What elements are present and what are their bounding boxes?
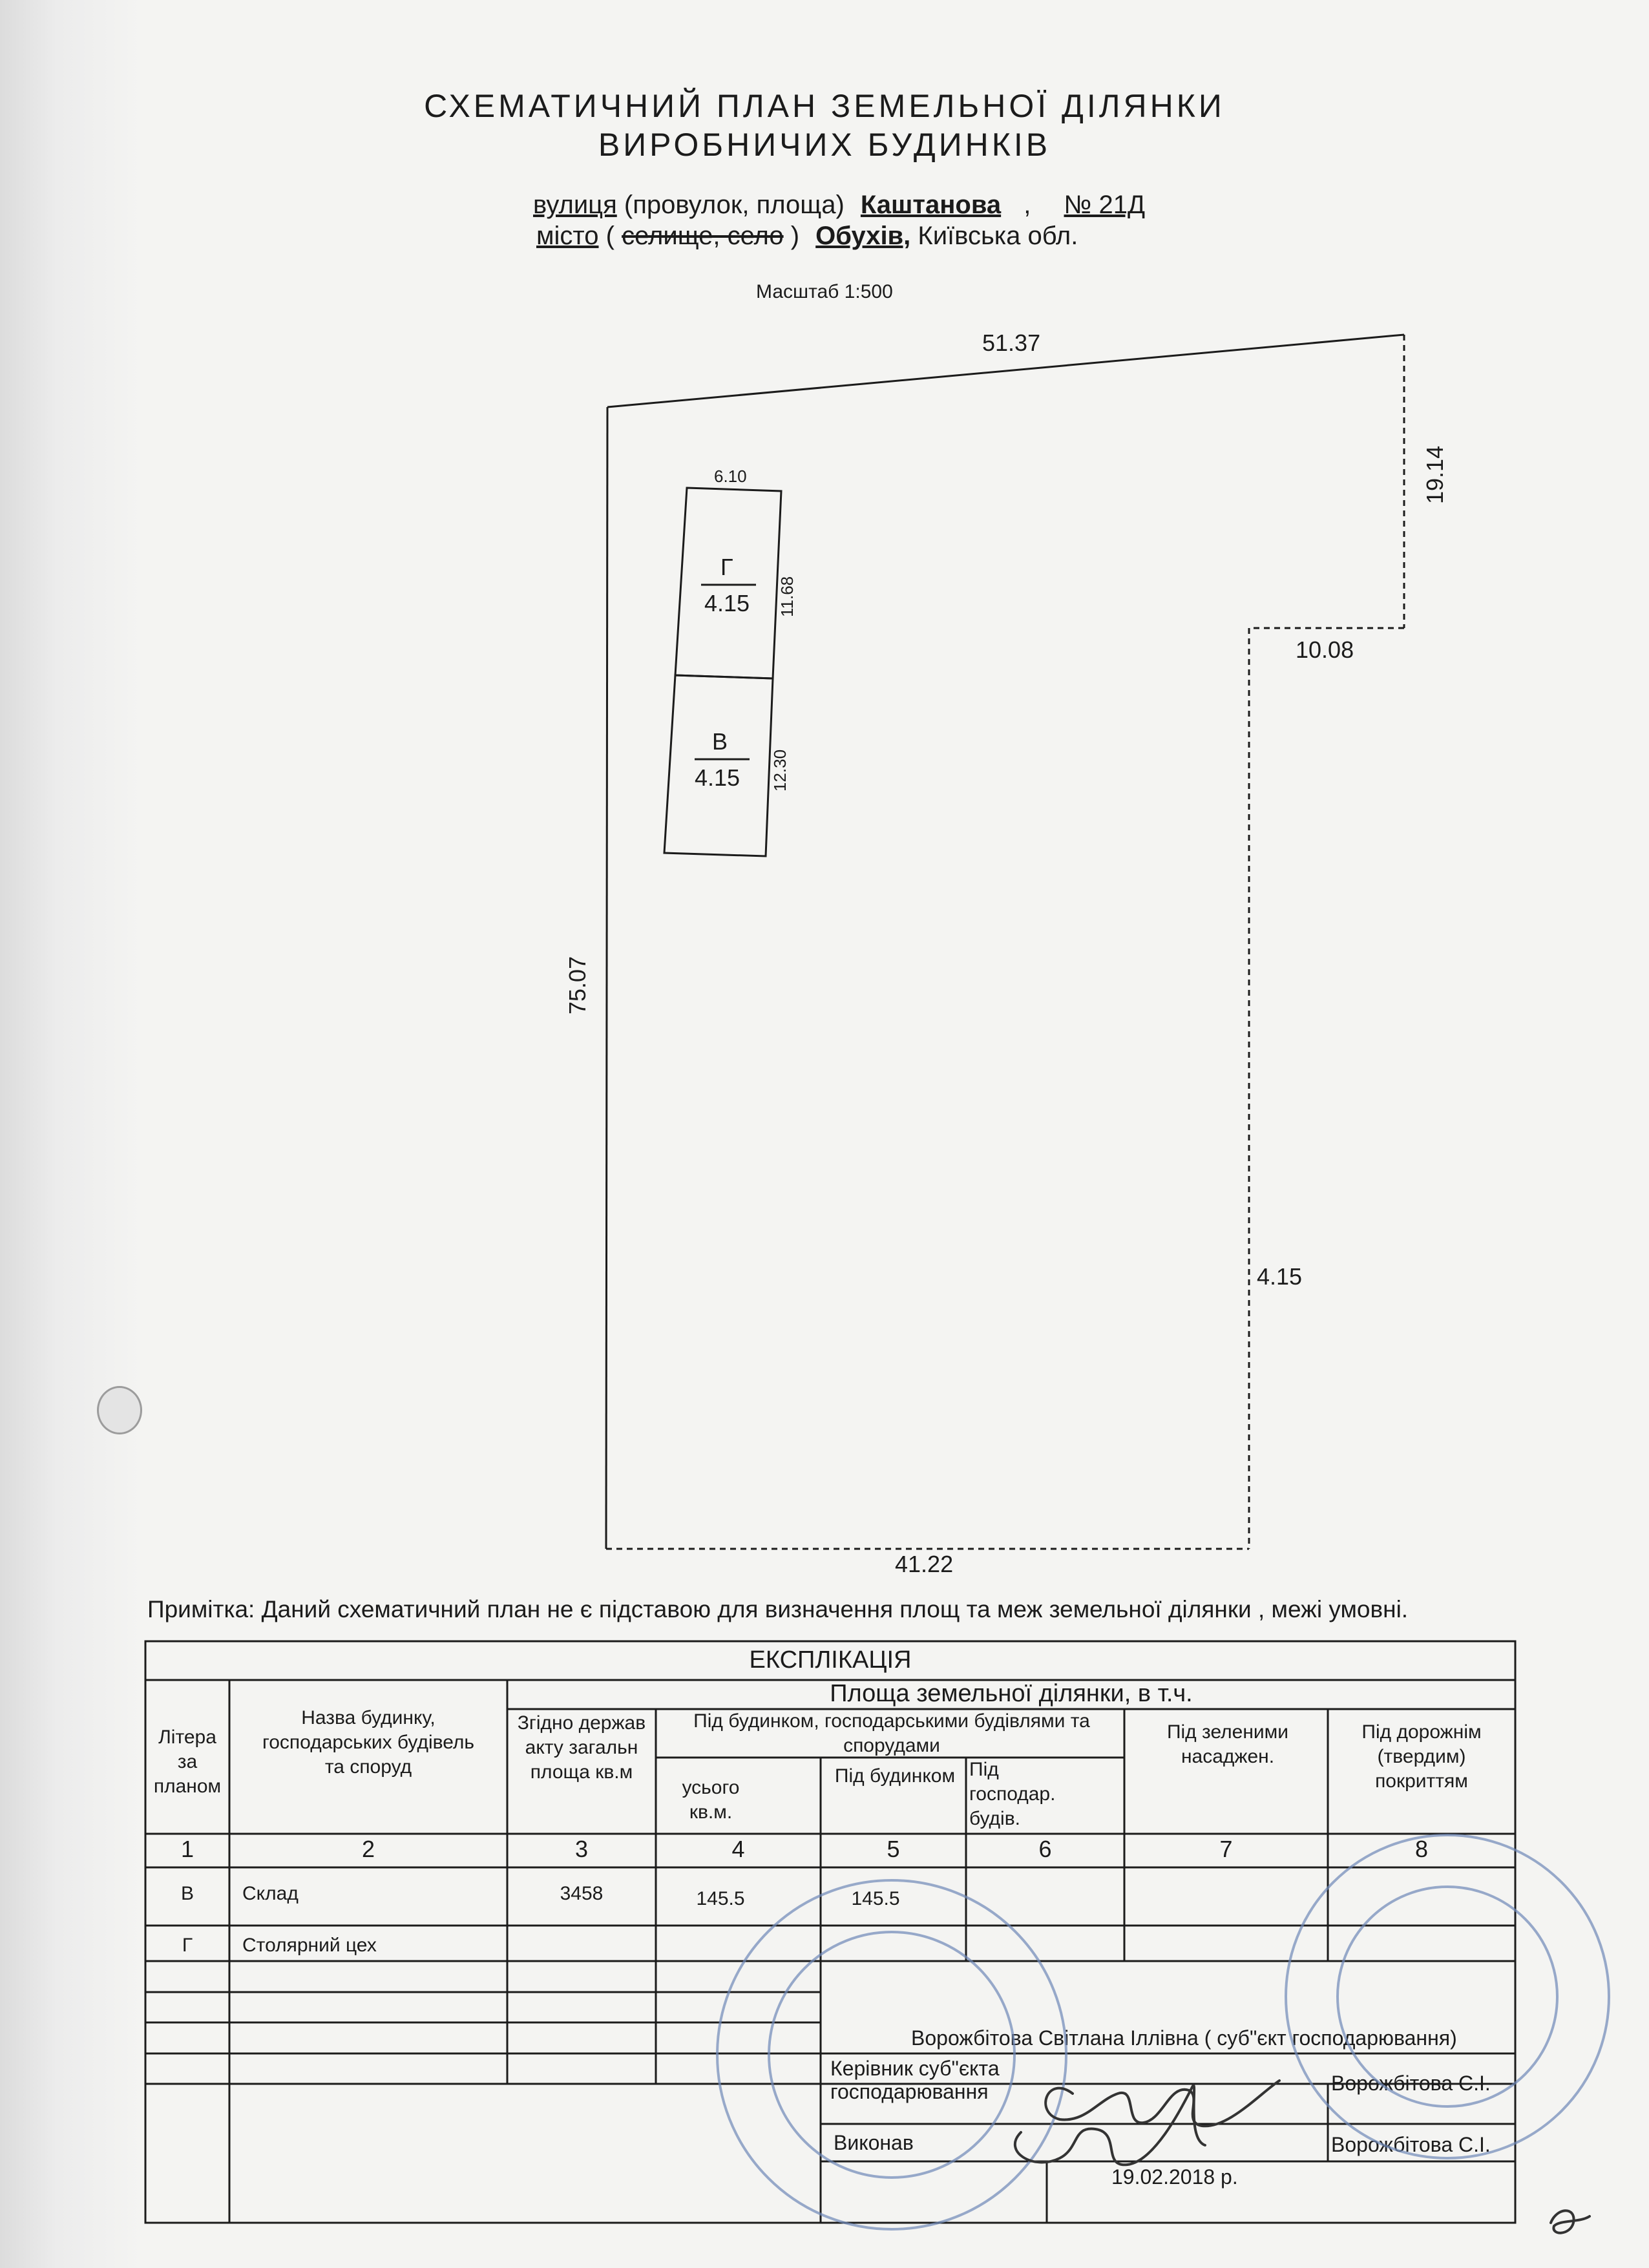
signature-head xyxy=(1045,2081,1279,2126)
street-name: Каштанова xyxy=(860,191,1002,219)
seal-stamp-left-inner xyxy=(769,1932,1014,2178)
head-label: Керівник суб"єкта господарювання xyxy=(830,2057,1000,2103)
row-state-area: 3458 xyxy=(560,1883,604,1904)
col-number: 1 xyxy=(180,1836,194,1862)
col-number: 3 xyxy=(574,1836,589,1862)
city-label: місто xyxy=(536,222,599,250)
street-alt-label: (провулок, площа) xyxy=(624,191,845,219)
col-number: 4 xyxy=(731,1836,745,1862)
building-v-length: 12.30 xyxy=(770,749,790,792)
col-number: 7 xyxy=(1219,1836,1233,1862)
executor-name: Ворожбітова С.І. xyxy=(1331,2133,1491,2156)
col-header-under-buildings: Під будинком, господарськими будівлями та спорудами xyxy=(693,1710,1090,1756)
executor-label: Виконав xyxy=(834,2131,914,2154)
table-title: ЕКСПЛІКАЦІЯ xyxy=(749,1646,912,1674)
col-header-road: Під дорожнім (твердим) покриттям xyxy=(1361,1721,1482,1792)
region-name: Київська обл. xyxy=(918,222,1078,250)
scale-label: Масштаб 1:500 xyxy=(756,281,893,302)
building-g-width: 6.10 xyxy=(714,467,747,486)
street-comma: , xyxy=(1024,191,1031,219)
disclaimer-note: Примітка: Даний схематичний план не є підставою для визначення площ та меж земельної ділянки , межі умовні. xyxy=(147,1596,1409,1622)
document-title-line1: СХЕМАТИЧНИЙ ПЛАН ЗЕМЕЛЬНОЇ ДІЛЯНКИ xyxy=(424,88,1225,124)
house-number: № 21Д xyxy=(1064,191,1146,219)
dim-step: 10.08 xyxy=(1296,636,1354,663)
document-title-line2: ВИРОБНИЧИХ БУДИНКІВ xyxy=(598,127,1051,163)
row-name: Склад xyxy=(242,1883,299,1904)
head-name: Ворожбітова С.І. xyxy=(1331,2072,1491,2095)
col-number: 8 xyxy=(1414,1836,1429,1862)
page-mark-handwritten xyxy=(1551,2210,1590,2232)
row-name: Столярний цех xyxy=(242,1935,377,1956)
building-g-height: 4.15 xyxy=(704,590,750,616)
city-open-paren: ( xyxy=(605,222,614,250)
row-total-area: 145.5 xyxy=(696,1888,745,1909)
col-number: 5 xyxy=(887,1836,900,1862)
row-letter: Г xyxy=(182,1935,193,1956)
street-label: вулиця xyxy=(533,191,617,219)
dim-top: 51.37 xyxy=(982,330,1041,356)
dim-inner-right: 4.15 xyxy=(1257,1263,1303,1290)
col-header-farm: Під господар. будів. xyxy=(969,1759,1056,1829)
row-house-area: 145.5 xyxy=(851,1888,900,1909)
building-v-letter: В xyxy=(712,728,728,755)
building-g-letter: Г xyxy=(720,554,733,580)
dim-left: 75.07 xyxy=(564,956,591,1014)
dim-right: 19.14 xyxy=(1422,445,1448,504)
col-header-green: Під зеленими насаджен. xyxy=(1166,1721,1289,1767)
col-header-state-act: Згідно держав акту загальн площа кв.м xyxy=(517,1712,646,1783)
seal-stamp-right xyxy=(1286,1835,1609,2158)
col-header-total: усього кв.м. xyxy=(682,1777,740,1823)
city-name: Обухів, xyxy=(815,222,911,250)
col-number: 6 xyxy=(1038,1836,1052,1862)
seal-stamp-right-inner xyxy=(1338,1887,1557,2106)
responsible-entity: Ворожбітова Світлана Іллівна ( суб"єкт господарювання) xyxy=(911,2026,1457,2050)
col-header-house: Під будинком xyxy=(834,1765,956,1787)
col-header-name: Назва будинку, господарських будівель та споруд xyxy=(262,1707,475,1778)
dim-bottom: 41.22 xyxy=(895,1551,954,1577)
building-v-height: 4.15 xyxy=(695,764,740,791)
col-number: 2 xyxy=(361,1836,375,1862)
row-letter: В xyxy=(180,1883,194,1904)
building-g-length: 11.68 xyxy=(777,576,797,617)
col-header-letter: Літера за планом xyxy=(153,1727,222,1797)
signing-date: 19.02.2018 р. xyxy=(1111,2165,1238,2189)
city-close-paren: ) xyxy=(790,222,800,250)
city-struck-options: селище, село xyxy=(622,222,784,250)
area-header: Площа земельної ділянки, в т.ч. xyxy=(830,1680,1193,1707)
